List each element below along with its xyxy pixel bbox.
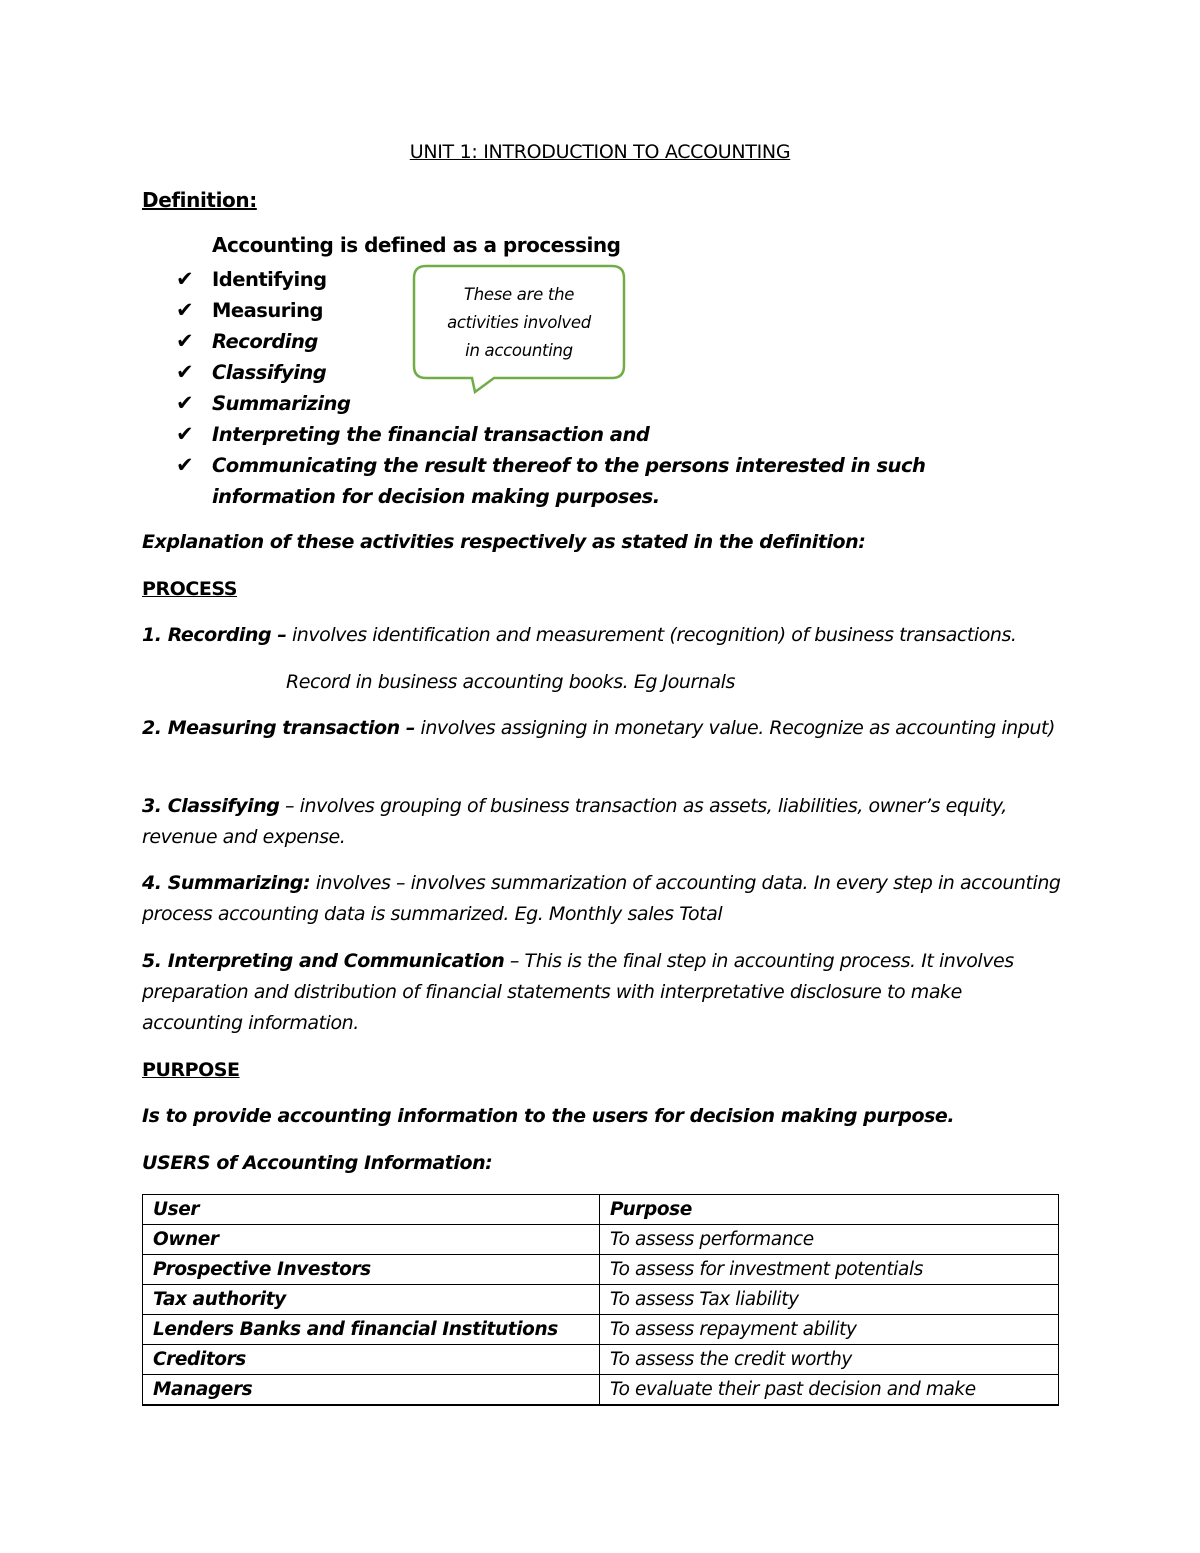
explanation-heading: Explanation of these activities respectively as stated in the definition: xyxy=(142,531,866,553)
record-note: Record in business accounting books. Eg Journals xyxy=(286,671,735,693)
column-header-purpose: Purpose xyxy=(600,1195,1059,1225)
process-item-measuring: 2. Measuring transaction – involves assigning in monetary value. Recognize as accounting input) xyxy=(142,717,1055,739)
users-heading: USERS of Accounting Information: xyxy=(142,1152,493,1174)
purpose-cell: To assess the credit worthy xyxy=(600,1345,1059,1375)
purpose-cell: To assess Tax liability xyxy=(600,1285,1059,1315)
checkmark-icon: ✔ xyxy=(176,298,194,322)
table-row xyxy=(143,1375,1059,1406)
user-cell: Creditors xyxy=(143,1345,600,1375)
checkmark-icon: ✔ xyxy=(176,267,194,291)
table-row xyxy=(143,1285,1059,1315)
activity-item: ✔ Identifying xyxy=(176,264,1032,295)
process-item-summarizing: 4. Summarizing: involves – involves summarization of accounting data. In every step in accounting process accounting data is summarized. Eg. Monthly sales Total xyxy=(142,872,1061,925)
process-item-classifying: 3. Classifying – involves grouping of business transaction as assets, liabilities, owner’s equity, revenue and expense. xyxy=(142,795,1007,848)
user-cell: Owner xyxy=(143,1225,600,1255)
activity-item: ✔ Interpreting the financial transaction and xyxy=(176,419,1032,450)
purpose-cell: To evaluate their past decision and make xyxy=(600,1375,1059,1406)
checkmark-icon: ✔ xyxy=(176,391,194,415)
callout-text: These are the activities involved in accounting xyxy=(447,285,591,360)
definition-heading: Definition: xyxy=(142,188,257,212)
activity-item: ✔ Communicating the result thereof to the persons interested in such information for decision making purposes. xyxy=(176,450,1032,512)
page-title: UNIT 1: INTRODUCTION TO ACCOUNTING xyxy=(409,141,791,163)
table-header-row xyxy=(143,1195,1059,1225)
activity-item: ✔ Recording xyxy=(176,326,1032,357)
purpose-cell: To assess repayment ability xyxy=(600,1315,1059,1345)
checkmark-icon: ✔ xyxy=(176,329,194,353)
table-row xyxy=(143,1345,1059,1375)
process-item-recording: 1. Recording – involves identification and measurement (recognition) of business transactions. xyxy=(142,624,1017,646)
activity-item: ✔ Classifying xyxy=(176,357,1032,388)
process-heading: PROCESS xyxy=(142,578,237,600)
activity-item: ✔ Measuring xyxy=(176,295,1032,326)
activity-item: ✔ Summarizing xyxy=(176,388,1032,419)
purpose-cell: To assess for investment potentials xyxy=(600,1255,1059,1285)
user-cell: Managers xyxy=(143,1375,600,1406)
table-row xyxy=(143,1255,1059,1285)
purpose-text: Is to provide accounting information to the users for decision making purpose. xyxy=(142,1105,955,1127)
column-header-user: User xyxy=(143,1195,600,1225)
table-row xyxy=(143,1225,1059,1255)
table-row xyxy=(143,1315,1059,1345)
process-item-interpreting: 5. Interpreting and Communication – This is the final step in accounting process. It involves preparation and distribution of financial statements with interpretative disclosure to make accounting information. xyxy=(142,950,1014,1034)
purpose-cell: To assess performance xyxy=(600,1225,1059,1255)
purpose-heading: PURPOSE xyxy=(142,1059,240,1081)
user-cell: Tax authority xyxy=(143,1285,600,1315)
user-cell: Lenders Banks and financial Institutions xyxy=(143,1315,600,1345)
definition-intro: Accounting is defined as a processing xyxy=(212,233,621,257)
user-cell: Prospective Investors xyxy=(143,1255,600,1285)
checkmark-icon: ✔ xyxy=(176,453,194,477)
checkmark-icon: ✔ xyxy=(176,360,194,384)
users-table xyxy=(142,1194,1059,1406)
checkmark-icon: ✔ xyxy=(176,422,194,446)
